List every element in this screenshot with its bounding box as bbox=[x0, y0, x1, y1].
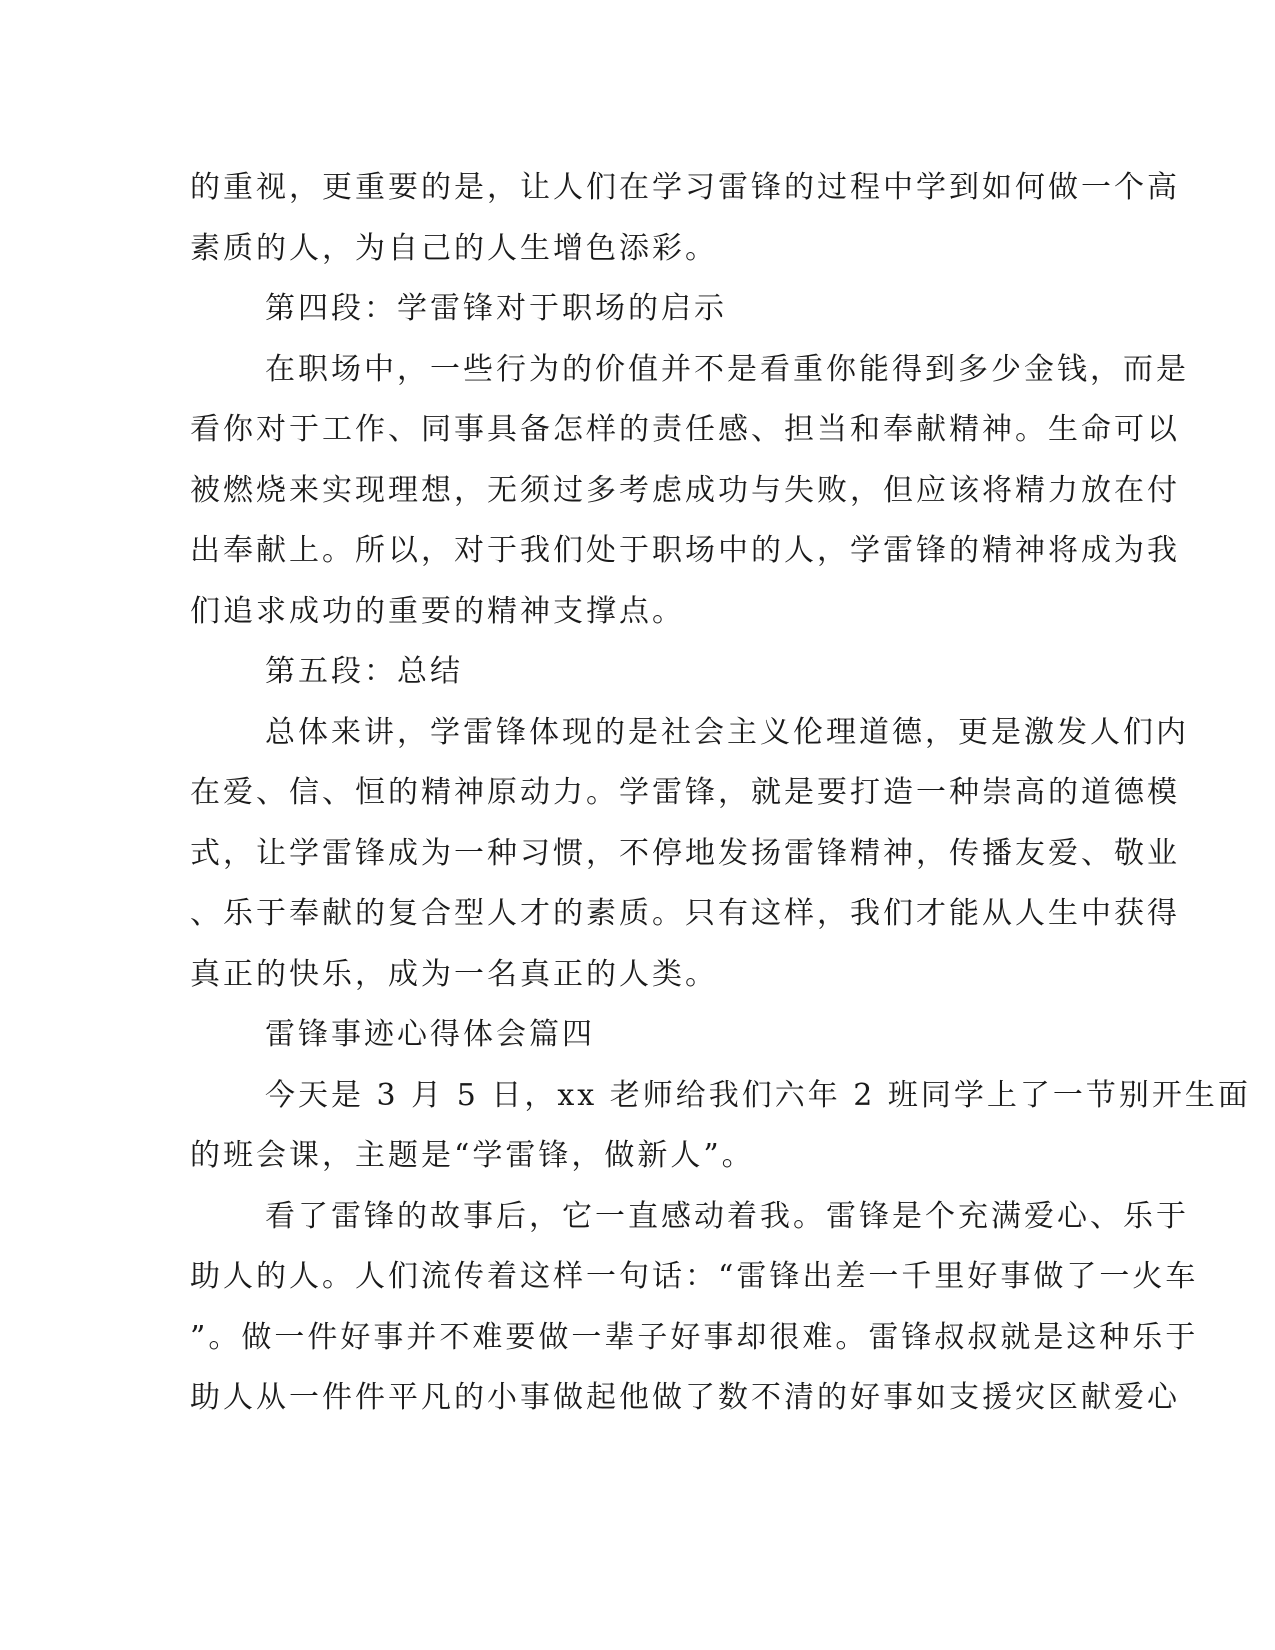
text-line: 助人的人。人们流传着这样一句话：“雷锋出差一千里好事做了一火车 bbox=[190, 1259, 1199, 1294]
text-line: ”。做一件好事并不难要做一辈子好事却很难。雷锋叔叔就是这种乐于 bbox=[190, 1319, 1199, 1355]
section-heading: 雷锋事迹心得体会篇四 bbox=[265, 1017, 595, 1052]
text-line: 助人从一件件平凡的小事做起他做了数不清的好事如支援灾区献爱心 bbox=[190, 1380, 1180, 1415]
text-line: 被燃烧来实现理想，无须过多考虑成功与失败，但应该将精力放在付 bbox=[190, 472, 1180, 508]
paragraph-start: 今天是 3 月 5 日，xx 老师给我们六年 2 班同学上了一节别开生面 bbox=[265, 1077, 1251, 1113]
text-line: 的班会课，主题是“学雷锋，做新人”。 bbox=[190, 1138, 755, 1173]
document-body bbox=[190, 158, 1251, 1429]
text-line: 出奉献上。所以，对于我们处于职场中的人，学雷锋的精神将成为我 bbox=[190, 533, 1180, 568]
text-line: 们追求成功的重要的精神支撑点。 bbox=[190, 593, 685, 629]
text-line: 式，让学雷锋成为一种习惯，不停地发扬雷锋精神，传播友爱、敬业 bbox=[190, 835, 1180, 871]
text-line: 的重视，更重要的是，让人们在学习雷锋的过程中学到如何做一个高 bbox=[190, 170, 1180, 205]
text-line: 在爱、信、恒的精神原动力。学雷锋，就是要打造一种崇高的道德模 bbox=[190, 775, 1180, 810]
paragraph-start: 在职场中，一些行为的价值并不是看重你能得到多少金钱，而是 bbox=[265, 351, 1189, 387]
text-line: 看你对于工作、同事具备怎样的责任感、担当和奉献精神。生命可以 bbox=[190, 412, 1180, 447]
paragraph-start: 看了雷锋的故事后，它一直感动着我。雷锋是个充满爱心、乐于 bbox=[265, 1198, 1189, 1234]
section-heading: 第五段：总结 bbox=[265, 654, 463, 689]
text-line: 真正的快乐，成为一名真正的人类。 bbox=[190, 956, 718, 992]
text-line: 素质的人，为自己的人生增色添彩。 bbox=[190, 230, 718, 266]
section-heading: 第四段：学雷锋对于职场的启示 bbox=[265, 291, 727, 326]
paragraph-start: 总体来讲，学雷锋体现的是社会主义伦理道德，更是激发人们内 bbox=[265, 714, 1189, 750]
text-line: 、乐于奉献的复合型人才的素质。只有这样，我们才能从人生中获得 bbox=[190, 896, 1180, 931]
